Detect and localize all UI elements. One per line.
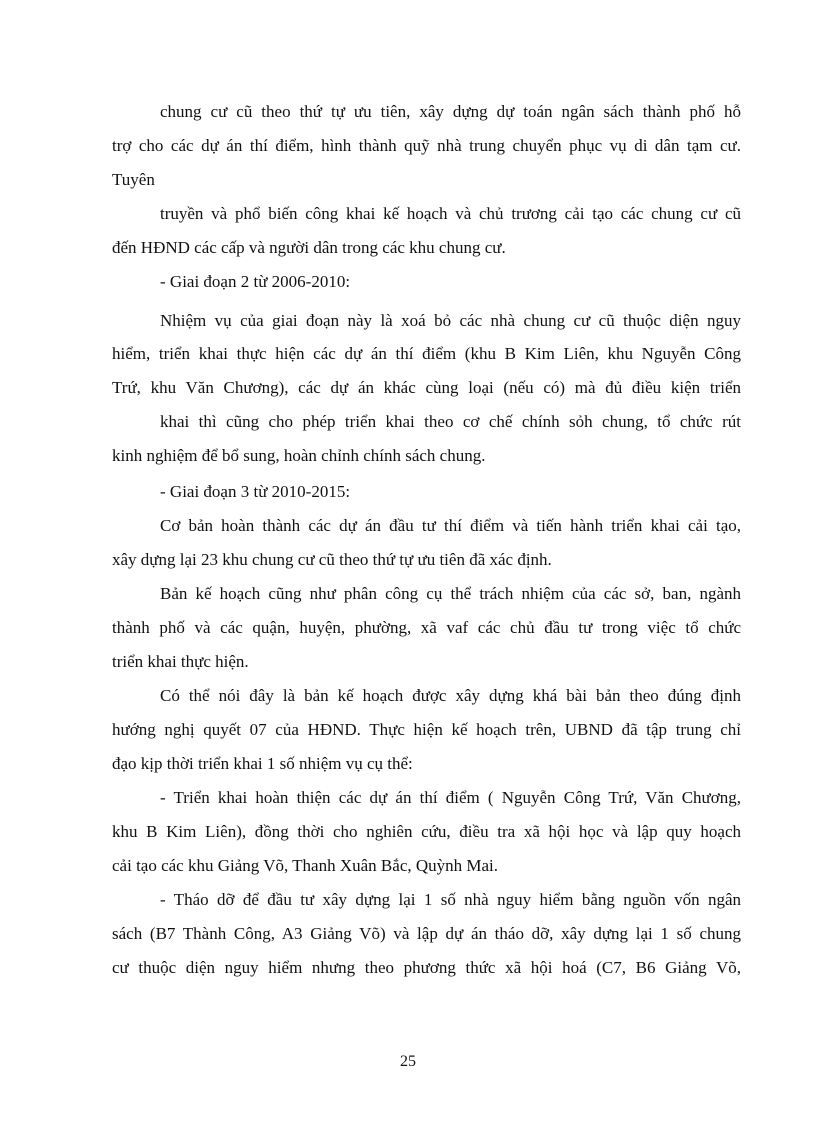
page-number: 25 (400, 1053, 416, 1070)
text-line: kinh nghiệm để bổ sung, hoàn chỉnh chính sách chung. (112, 446, 486, 465)
text-line: xây dựng lại 23 khu chung cư cũ theo thứ tự ưu tiên đã xác định. (112, 550, 552, 569)
text-line: trợ cho các dự án thí điểm, hình thành quỹ nhà trung chuyển phục vụ di dân tạm cư. (112, 136, 741, 155)
text-line: - Triển khai hoàn thiện các dự án thí điểm ( Nguyễn Công Trứ, Văn Chương, (160, 788, 741, 807)
text-line: Trứ, khu Văn Chương), các dự án khác cùng loại (nếu có) mà đủ điều kiện triển (112, 378, 741, 397)
text-line: Tuyên (112, 170, 155, 189)
text-line: triển khai thực hiện. (112, 652, 249, 671)
text-line: chung cư cũ theo thứ tự ưu tiên, xây dựng dự toán ngân sách thành phố hỗ (160, 102, 741, 121)
text-line: thành phố và các quận, huyện, phường, xã vaf các chủ đầu tư trong việc tổ chức (112, 618, 741, 637)
text-line: cư thuộc diện nguy hiểm nhưng theo phương thức xã hội hoá (C7, B6 Giảng Võ, (112, 958, 741, 977)
text-line: cải tạo các khu Giảng Võ, Thanh Xuân Bắc, Quỳnh Mai. (112, 856, 499, 875)
section-heading: - Giai đoạn 2 từ 2006-2010: (160, 272, 351, 291)
text-line: truyền và phổ biến công khai kế hoạch và chủ trương cải tạo các chung cư cũ (160, 204, 741, 223)
text-line: khai thì cũng cho phép triển khai theo cơ chế chính sỏh chung, tổ chức rút (160, 412, 741, 431)
text-line: - Tháo dỡ để đầu tư xây dựng lại 1 số nhà nguy hiểm bằng nguồn vốn ngân (160, 890, 741, 909)
text-line: đến HĐND các cấp và người dân trong các khu chung cư. (112, 238, 506, 257)
text-line: hướng nghị quyết 07 của HĐND. Thực hiện kế hoạch trên, UBND đã tập trung chỉ (112, 720, 741, 739)
text-line: Bản kế hoạch cũng như phân công cụ thể trách nhiệm của các sở, ban, ngành (160, 584, 741, 603)
text-line: Có thể nói đây là bản kế hoạch được xây dựng khá bài bản theo đúng định (160, 686, 741, 705)
text-line: Cơ bản hoàn thành các dự án đầu tư thí điểm và tiến hành triển khai cải tạo, (160, 516, 741, 535)
text-line: khu B Kim Liên), đồng thời cho nghiên cứu, điều tra xã hội học và lập quy hoạch (112, 822, 741, 841)
text-line: hiểm, triển khai thực hiện các dự án thí điểm (khu B Kim Liên, khu Nguyễn Công (112, 344, 741, 363)
text-line: đạo kịp thời triển khai 1 số nhiệm vụ cụ thể: (112, 754, 413, 773)
section-heading: - Giai đoạn 3 từ 2010-2015: (160, 482, 351, 501)
text-line: sách (B7 Thành Công, A3 Giảng Võ) và lập dự án tháo dỡ, xây dựng lại 1 số chung (112, 924, 741, 943)
text-line: Nhiệm vụ của giai đoạn này là xoá bỏ các nhà chung cư cũ thuộc diện nguy (160, 311, 741, 330)
